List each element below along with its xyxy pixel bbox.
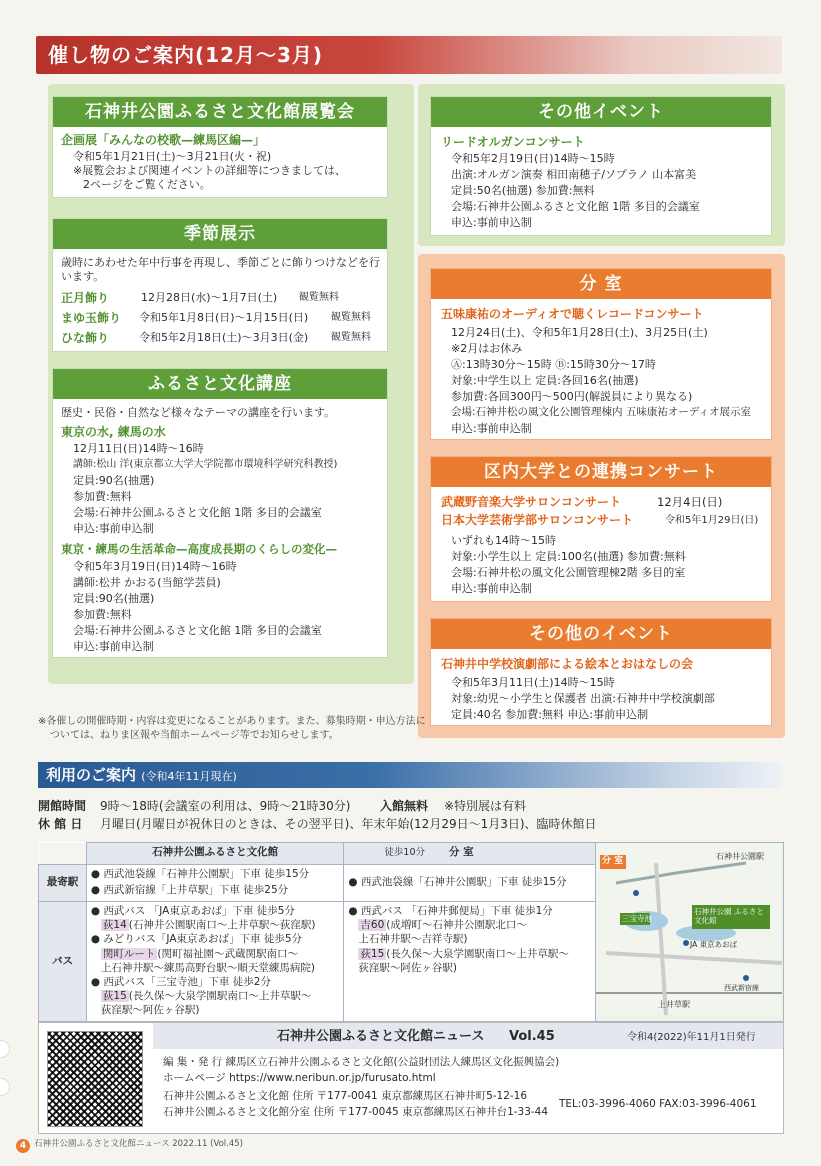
usage-heading [46, 764, 237, 787]
map-annex-label: 分 室 [601, 856, 624, 866]
exhibition-date: 令和5年1月21日(土)〜3月21日(火・祝) [73, 150, 272, 163]
footer-tel-fax: TEL:03-3996-4060 FAX:03-3996-4061 [559, 1098, 757, 1110]
map-line-label: 西武新宿線 [723, 984, 759, 992]
nihon-concert-title: 日本大学芸術学部サロンコンサート [441, 513, 634, 527]
map-museum-label: 石神井公園 ふるさと文化館 [693, 907, 764, 925]
lecture-1-date: 12月11日(日)14時〜16時 [73, 442, 204, 455]
access-col-museum: 石神井公園ふるさと文化館 [86, 843, 343, 865]
seasonal-item-fee: 観覧無料 [299, 292, 339, 303]
lecture-1-venue: 会場:石神井公園ふるさと文化館 1階 多目的会議室 [73, 506, 322, 519]
usage-asof: (令和4年11月現在) [141, 770, 237, 783]
record-concert-title: 五味康祐のオーディオで聴くレコードコンサート [441, 307, 704, 321]
picturebook-title: 石神井中学校演劇部による絵本とおはなしの会 [441, 657, 694, 671]
record-concert-fee: 参加費:各回300円〜500円(解説員により異なる) [451, 390, 693, 403]
seasonal-item-date: 令和5年2月18日(土)〜3月3日(金) [139, 331, 309, 344]
other-events-section [430, 96, 772, 236]
bus-route-detail-2: 上石神井駅〜吉祥寺駅) [358, 933, 468, 946]
exhibition-event: 企画展「みんなの校歌—練馬区編—」 [61, 133, 266, 147]
qr-code[interactable] [47, 1031, 143, 1127]
free-admission: 入館無料 [380, 799, 429, 813]
other-events-2-section [430, 618, 772, 726]
lecture-1-fee: 参加費:無料 [73, 490, 132, 503]
closed-value: 月曜日(月曜日が祝休日のときは、その翌平日)、年末年始(12月29日〜1月3日)、臨時休館日 [100, 817, 597, 831]
lecture-heading: ふるさと文化講座 [53, 369, 387, 399]
footer-address-2: 石神井公園ふるさと文化館分室 住所 〒177-0045 東京都練馬区石神井台1-33-44 [163, 1106, 549, 1118]
binder-hole [0, 1040, 10, 1058]
map-pond-label: 三宝寺池 [621, 914, 652, 923]
univ-concert-target: 対象:小学生以上 定員:100名(抽選) 参加費:無料 [451, 550, 686, 563]
lecture-intro: 歴史・民俗・自然など様々なテーマの講座を行います。 [61, 406, 336, 419]
bus-code: 吉60 [360, 919, 385, 932]
museum-stations [86, 865, 343, 902]
page-footer-text: 石神井公園ふるさと文化館ニュース 2022.11 (Vol.45) [34, 1139, 243, 1149]
footer-editor: 編 集・発 行 練馬区立石神井公園ふるさと文化館(公益財団法人練馬区文化振興協会) [163, 1056, 560, 1068]
footer-address-1: 石神井公園ふるさと文化館 住所 〒177-0041 東京都練馬区石神井町5-12-16 [163, 1090, 528, 1102]
page-title: 催し物のご案内(12月〜3月) [48, 43, 324, 67]
musashino-concert-title: 武蔵野音楽大学サロンコンサート [441, 495, 622, 509]
record-concert-venue: 会場:石神井松の風文化公園管理棟内 五味康祐オーディオ展示室 [451, 406, 752, 418]
bus-route-detail-2: 荻窪駅〜阿佐ヶ谷駅) [358, 961, 458, 974]
record-concert-target: 対象:中学生以上 定員:各回16名(抽選) [451, 374, 639, 387]
museum-station-2: ● 西武新宿線「上井草駅」下車 徒歩25分 [90, 883, 289, 896]
bus-code: 関町ルート [102, 947, 156, 960]
walk-time-badge: 徒歩10分 [384, 847, 425, 858]
newsletter-footer [38, 1022, 784, 1134]
lecture-2-lecturer: 講師:松井 かおる(当館学芸員) [73, 576, 221, 589]
free-admission-note: ※特別展は有料 [444, 799, 527, 813]
university-concert-section [430, 456, 772, 602]
map-ja-label: JA 東京あおば [689, 940, 738, 949]
record-concert-apply: 申込:事前申込制 [451, 422, 532, 435]
bus-route-detail: (石神井公園駅南口〜上井草駅〜荻窪駅) [128, 919, 316, 932]
lecture-2-title: 東京・練馬の生活革命—高度成長期のくらしの変化— [61, 542, 337, 556]
lecture-1-lecturer: 講師:松山 洋(東京都立大学大学院都市環境科学研究科教授) [73, 459, 338, 470]
annex-heading: 分 室 [431, 269, 771, 299]
usage-heading-text: 利用のご案内 [46, 766, 137, 784]
bus-code: 荻14 [102, 919, 127, 932]
organ-concert-apply: 申込:事前申込制 [451, 216, 532, 229]
lecture-2-fee: 参加費:無料 [73, 608, 132, 621]
page-number: 4 [16, 1139, 30, 1153]
bus-route-detail: (関町福祉園〜武蔵関駅南口〜 [157, 947, 299, 960]
footer-issued: 令和4(2022)年11月1日発行 [627, 1032, 756, 1043]
organ-concert-date: 令和5年2月19日(日)14時〜15時 [451, 152, 615, 165]
lecture-section [52, 368, 388, 658]
access-table [38, 842, 784, 1022]
organ-concert-capacity: 定員:50名(抽選) 参加費:無料 [451, 184, 595, 197]
page-title-bar [36, 36, 782, 74]
record-concert-date: 12月24日(土)、令和5年1月28日(土)、3月25日(土) [451, 326, 708, 339]
seasonal-item-fee: 観覧無料 [331, 312, 371, 323]
seasonal-item-name: ひな飾り [61, 331, 110, 345]
lecture-2-apply: 申込:事前申込制 [73, 640, 154, 653]
picturebook-date: 令和5年3月11日(土)14時〜15時 [451, 676, 615, 689]
hours-value: 9時〜18時(会議室の利用は、9時〜21時30分) [100, 799, 351, 813]
record-concert-times: Ⓐ:13時30分〜15時 Ⓑ:15時30分〜17時 [451, 358, 656, 371]
lecture-2-capacity: 定員:90名(抽選) [73, 592, 155, 605]
lecture-1-apply: 申込:事前申込制 [73, 522, 154, 535]
lecture-2-date: 令和5年3月19日(日)14時〜16時 [73, 560, 237, 573]
university-concert-heading: 区内大学との連携コンサート [431, 457, 771, 487]
access-map [595, 843, 783, 1022]
record-concert-note: ※2月はお休み [451, 342, 523, 355]
bus-route-annex-1: ● 西武バス 「石神井郵便局」下車 徒歩1分 [348, 905, 553, 918]
hours-label: 開館時間 [38, 799, 87, 813]
picturebook-target: 対象:幼児〜小学生と保護者 出演:石神井中学校演劇部 [451, 692, 715, 705]
exhibition-heading: 石神井公園ふるさと文化館展覧会 [53, 97, 387, 127]
picturebook-capacity: 定員:40名 参加費:無料 申込:事前申込制 [451, 708, 649, 721]
bus-route-2: ● みどりバス「JA東京あおば」下車 徒歩5分 [90, 933, 303, 946]
exhibition-note: ※展覧会および関連イベントの詳細等につきましては、 [73, 164, 346, 177]
seasonal-item-name: 正月飾り [61, 291, 110, 305]
footer-homepage[interactable]: ホームページ https://www.neribun.or.jp/furusato.html [163, 1072, 436, 1084]
map-station-label: 石神井公園駅 [715, 852, 764, 861]
seasonal-item-date: 12月28日(水)〜1月7日(土) [141, 291, 278, 304]
univ-concert-apply: 申込:事前申込制 [451, 582, 532, 595]
bus-route-detail: (長久保〜大泉学園駅南口〜上井草駅〜 [128, 990, 312, 1003]
bus-route-detail-2: 荻窪駅〜阿佐ヶ谷駅) [100, 1004, 200, 1017]
annex-bus-routes [344, 902, 596, 1022]
station-label: 最寄駅 [39, 865, 87, 902]
bus-code: 荻15 [360, 947, 385, 960]
annex-section [430, 268, 772, 440]
seasonal-heading: 季節展示 [53, 219, 387, 249]
binder-hole [0, 1078, 10, 1096]
bus-route-detail-2: 上石神井駅〜練馬高野台駅〜順天堂練馬病院) [100, 961, 316, 974]
nihon-concert-date: 令和5年1月29日(日) [665, 515, 759, 526]
seasonal-intro: 歳時にあわせた年中行事を再現し、季節ごとに飾りつけなどを行 [61, 256, 380, 269]
seasonal-item-name: まゆ玉飾り [61, 311, 122, 325]
seasonal-item-date: 令和5年1月8日(日)〜1月15日(日) [139, 311, 309, 324]
closed-label: 休 館 日 [38, 817, 83, 831]
bus-code: 荻15 [102, 990, 127, 1003]
bus-route-1: ● 西武バス 「JA東京あおば」下車 徒歩5分 [90, 905, 295, 918]
other-events-2-heading: その他のイベント [431, 619, 771, 649]
museum-bus-routes [86, 902, 343, 1022]
map-kamiigusa-label: 上井草駅 [657, 1000, 690, 1009]
seasonal-item-fee: 観覧無料 [331, 332, 371, 343]
seasonal-section [52, 218, 388, 352]
footer-volume: Vol.45 [509, 1029, 555, 1044]
univ-concert-venue: 会場:石神井松の風文化公園管理棟2階 多目的室 [451, 566, 686, 579]
access-col-annex [344, 843, 596, 865]
bus-route-3: ● 西武バス「三宝寺池」下車 徒歩2分 [90, 975, 271, 988]
museum-station-1: ● 西武池袋線「石神井公園駅」下車 徒歩15分 [90, 868, 310, 881]
notice-line-1: ※各催しの開催時期・内容は変更になることがあります。また、募集時期・申込方法に [38, 716, 426, 727]
lecture-1-capacity: 定員:90名(抽選) [73, 474, 155, 487]
musashino-concert-date: 12月4日(日) [657, 495, 723, 509]
lecture-2-venue: 会場:石神井公園ふるさと文化館 1階 多目的会議室 [73, 624, 322, 637]
exhibition-note-2: 2ページをご覧ください。 [83, 178, 211, 191]
organ-concert-venue: 会場:石神井公園ふるさと文化館 1階 多目的会議室 [451, 200, 700, 213]
bus-label: バス [39, 902, 87, 1022]
bus-route-detail: (長久保〜大泉学園駅南口〜上井草駅〜 [386, 947, 569, 960]
univ-concert-time: いずれも14時〜15時 [451, 534, 556, 547]
organ-concert-performers: 出演:オルガン演奏 相田南穂子/ソプラノ 山本富美 [451, 168, 697, 181]
organ-concert-title: リードオルガンコンサート [441, 135, 585, 149]
usage-heading-bar [38, 762, 782, 788]
notice-line-2: ついては、ねりま区報や当館ホームページ等でお知らせします。 [50, 730, 339, 741]
other-events-heading: その他イベント [431, 97, 771, 127]
lecture-1-title: 東京の水, 練馬の水 [61, 425, 166, 439]
footer-title: 石神井公園ふるさと文化館ニュース [277, 1029, 485, 1044]
bus-route-detail: (成増町〜石神井公園駅北口〜 [386, 919, 527, 932]
annex-stations: ● 西武池袋線「石神井公園駅」下車 徒歩15分 [344, 865, 596, 902]
exhibition-section [52, 96, 388, 198]
seasonal-intro-2: います。 [61, 270, 105, 283]
access-col-annex-label: 分 室 [449, 846, 474, 858]
